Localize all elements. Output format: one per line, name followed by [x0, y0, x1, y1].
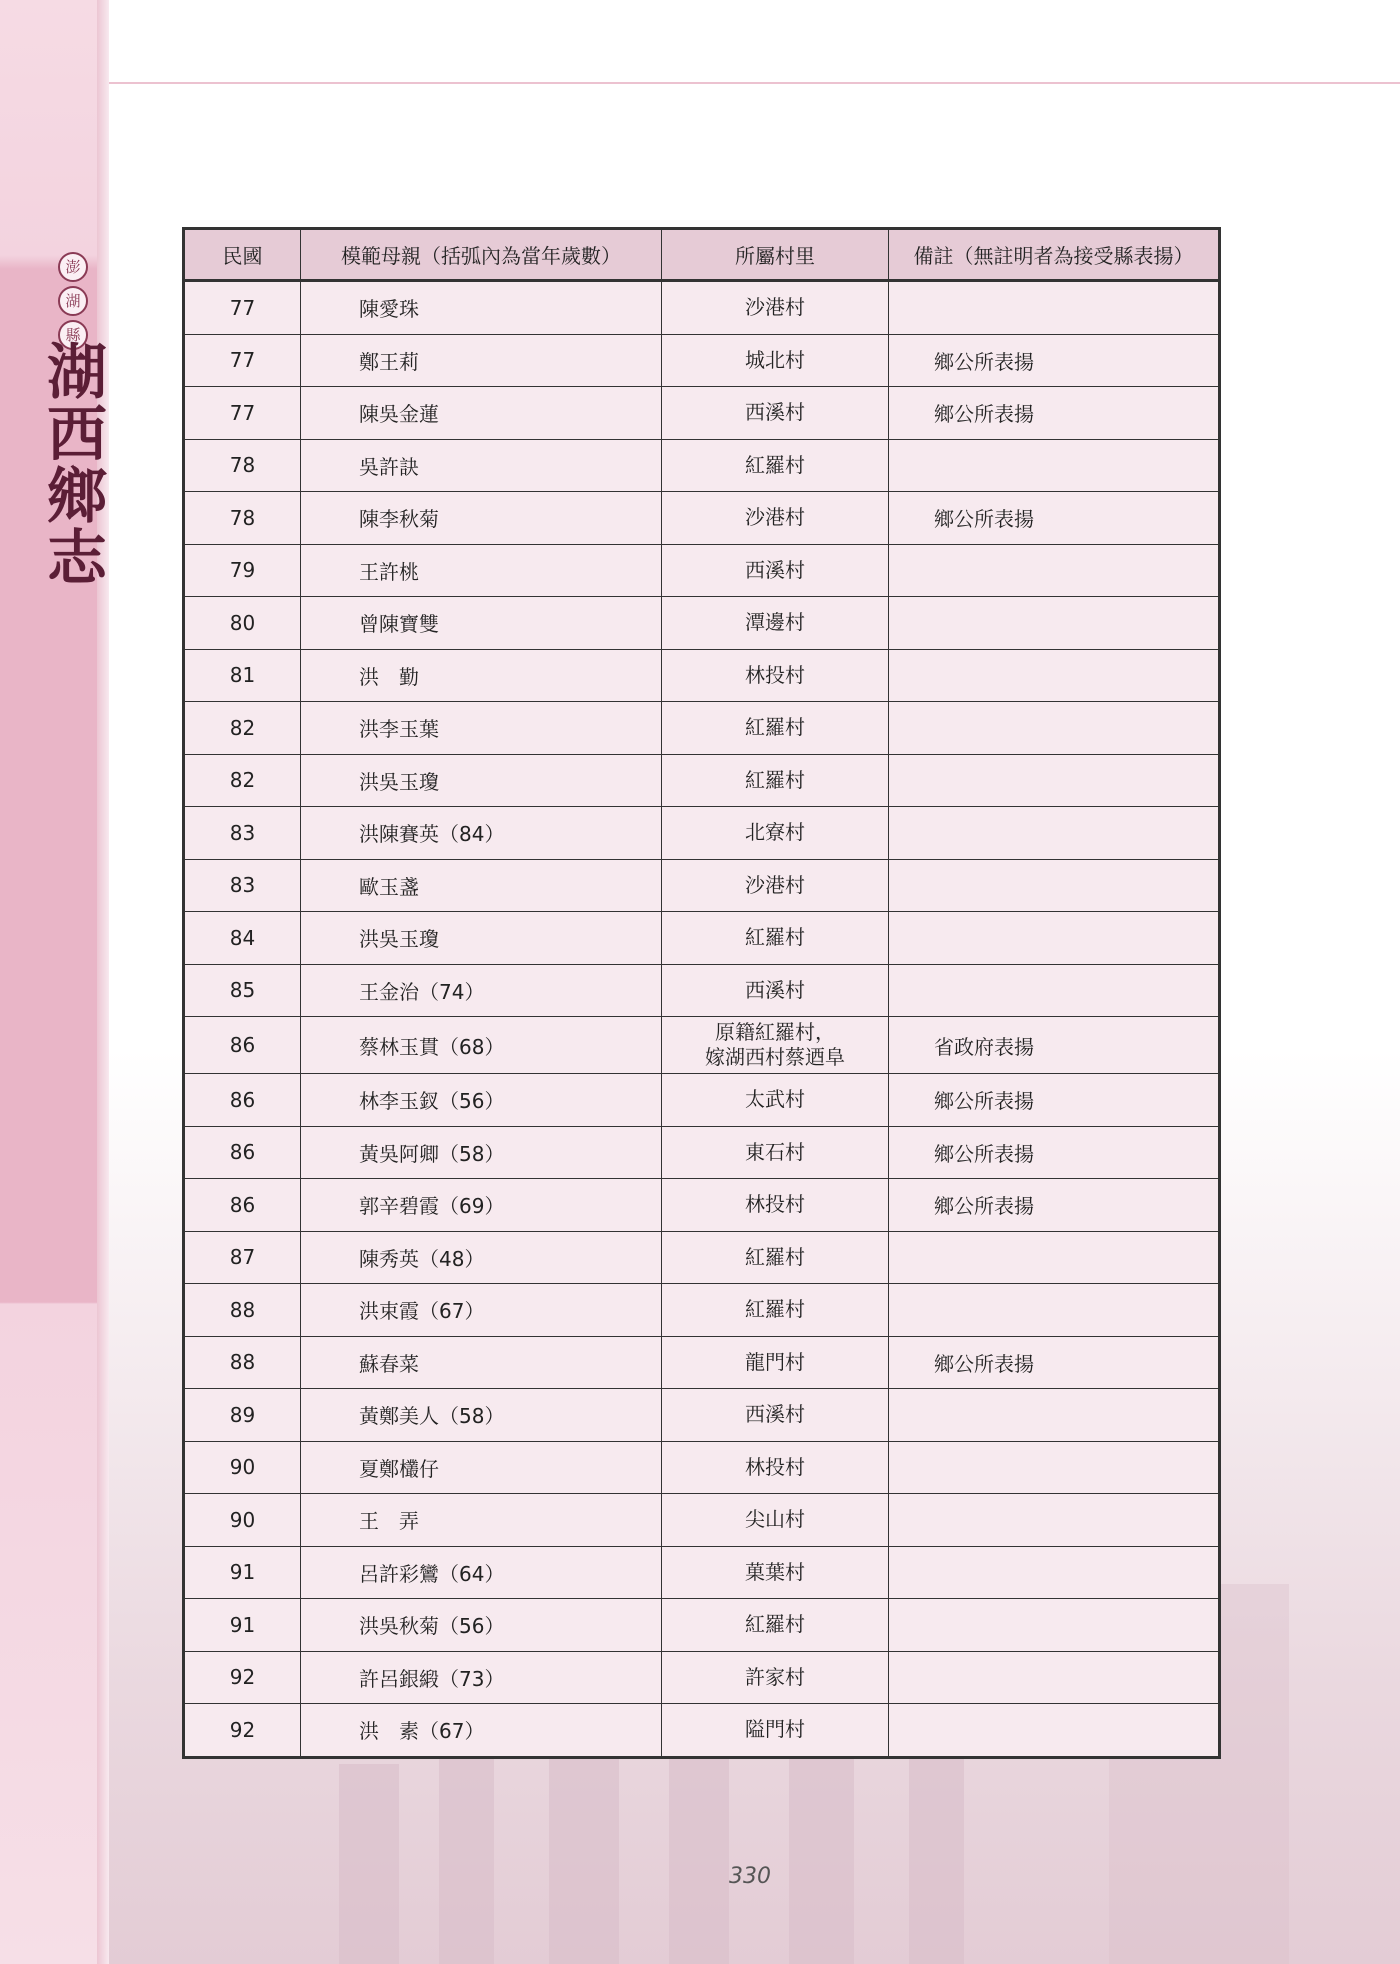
table-row — [184, 1704, 1220, 1758]
cell-mother-name: 王許桃 — [301, 544, 662, 597]
cell-year: 83 — [184, 807, 301, 860]
cell-note — [889, 1704, 1220, 1758]
seal-char: 澎 — [58, 252, 88, 282]
page-number: 330 — [729, 1864, 771, 1889]
cell-year: 86 — [184, 1074, 301, 1127]
cell-village: 龍門村 — [662, 1336, 889, 1389]
book-series-seal — [58, 252, 88, 350]
cell-note: 省政府表揚 — [889, 1017, 1220, 1074]
cell-village: 西溪村 — [662, 964, 889, 1017]
cell-note: 鄉公所表揚 — [889, 1336, 1220, 1389]
cell-mother-name: 洪 勤 — [301, 649, 662, 702]
cell-year: 79 — [184, 544, 301, 597]
cell-year: 92 — [184, 1651, 301, 1704]
cell-note — [889, 702, 1220, 755]
table-row — [184, 544, 1220, 597]
cell-village: 紅羅村 — [662, 912, 889, 965]
cell-year: 85 — [184, 964, 301, 1017]
cell-year: 89 — [184, 1389, 301, 1442]
cell-village: 林投村 — [662, 649, 889, 702]
cell-year: 77 — [184, 281, 301, 335]
cell-mother-name: 王 弄 — [301, 1494, 662, 1547]
cell-year: 81 — [184, 649, 301, 702]
cell-note — [889, 964, 1220, 1017]
background-figure — [439, 1744, 494, 1964]
cell-note: 鄉公所表揚 — [889, 1126, 1220, 1179]
cell-village: 東石村 — [662, 1126, 889, 1179]
table-row — [184, 964, 1220, 1017]
cell-mother-name: 郭辛碧霞（69） — [301, 1179, 662, 1232]
cell-mother-name: 許呂銀緞（73） — [301, 1651, 662, 1704]
cell-mother-name: 陳愛珠 — [301, 281, 662, 335]
cell-note — [889, 1389, 1220, 1442]
cell-year: 80 — [184, 597, 301, 650]
cell-note: 鄉公所表揚 — [889, 492, 1220, 545]
cell-village: 許家村 — [662, 1651, 889, 1704]
cell-village-line: 嫁湖西村蔡迺阜 — [705, 1045, 845, 1069]
cell-note: 鄉公所表揚 — [889, 1179, 1220, 1232]
page-header-area — [109, 0, 1400, 84]
cell-village: 林投村 — [662, 1441, 889, 1494]
cell-note — [889, 649, 1220, 702]
cell-year: 78 — [184, 492, 301, 545]
table-row — [184, 859, 1220, 912]
cell-year: 91 — [184, 1599, 301, 1652]
cell-note — [889, 1441, 1220, 1494]
cell-note — [889, 1651, 1220, 1704]
table-row — [184, 702, 1220, 755]
cell-year: 86 — [184, 1017, 301, 1074]
background-figure — [669, 1734, 729, 1964]
cell-note — [889, 544, 1220, 597]
cell-note — [889, 1546, 1220, 1599]
table-row — [184, 1546, 1220, 1599]
cell-year: 78 — [184, 439, 301, 492]
cell-village: 紅羅村 — [662, 1231, 889, 1284]
cell-note — [889, 1599, 1220, 1652]
cell-mother-name: 洪吳秋菊（56） — [301, 1599, 662, 1652]
table-header-row — [184, 229, 1220, 281]
cell-note — [889, 859, 1220, 912]
cell-village: 沙港村 — [662, 281, 889, 335]
cell-village: 紅羅村 — [662, 439, 889, 492]
mothers-table-container — [182, 227, 1218, 1759]
cell-village — [662, 1017, 889, 1074]
cell-year: 82 — [184, 754, 301, 807]
cell-mother-name: 鄭王莉 — [301, 334, 662, 387]
table-row — [184, 807, 1220, 860]
cell-village: 隘門村 — [662, 1704, 889, 1758]
cell-mother-name: 吳許訣 — [301, 439, 662, 492]
cell-village: 菓葉村 — [662, 1546, 889, 1599]
cell-note: 鄉公所表揚 — [889, 1074, 1220, 1127]
cell-mother-name: 蔡林玉貫（68） — [301, 1017, 662, 1074]
cell-year: 77 — [184, 387, 301, 440]
cell-note — [889, 597, 1220, 650]
table-row — [184, 281, 1220, 335]
cell-year: 87 — [184, 1231, 301, 1284]
cell-note — [889, 912, 1220, 965]
cell-village: 西溪村 — [662, 544, 889, 597]
header-village: 所屬村里 — [662, 229, 889, 281]
cell-note — [889, 807, 1220, 860]
cell-note — [889, 754, 1220, 807]
cell-village: 紅羅村 — [662, 1284, 889, 1337]
cell-village: 北寮村 — [662, 807, 889, 860]
cell-mother-name: 洪 素（67） — [301, 1704, 662, 1758]
cell-mother-name: 王金治（74） — [301, 964, 662, 1017]
cell-note: 鄉公所表揚 — [889, 387, 1220, 440]
cell-village: 西溪村 — [662, 387, 889, 440]
cell-year: 90 — [184, 1494, 301, 1547]
cell-note — [889, 1231, 1220, 1284]
cell-village: 林投村 — [662, 1179, 889, 1232]
table-row — [184, 1179, 1220, 1232]
cell-village: 紅羅村 — [662, 754, 889, 807]
cell-year: 86 — [184, 1126, 301, 1179]
cell-village-line: 原籍紅羅村， — [715, 1020, 835, 1044]
cell-mother-name: 洪李玉葉 — [301, 702, 662, 755]
cell-mother-name: 陳吳金蓮 — [301, 387, 662, 440]
table-row — [184, 1441, 1220, 1494]
cell-year: 90 — [184, 1441, 301, 1494]
cell-note — [889, 439, 1220, 492]
table-row — [184, 649, 1220, 702]
table-row — [184, 912, 1220, 965]
cell-note — [889, 1284, 1220, 1337]
cell-year: 82 — [184, 702, 301, 755]
table-row — [184, 1336, 1220, 1389]
table-row — [184, 387, 1220, 440]
cell-village: 尖山村 — [662, 1494, 889, 1547]
cell-year: 84 — [184, 912, 301, 965]
book-title: 湖西鄉志 — [37, 340, 107, 588]
cell-mother-name: 黃吳阿卿（58） — [301, 1126, 662, 1179]
cell-mother-name: 黃鄭美人（58） — [301, 1389, 662, 1442]
cell-mother-name: 洪吳玉瓊 — [301, 754, 662, 807]
table-row — [184, 1074, 1220, 1127]
table-row — [184, 1389, 1220, 1442]
header-note: 備註（無註明者為接受縣表揚） — [889, 229, 1220, 281]
table-row — [184, 1651, 1220, 1704]
cell-mother-name: 陳秀英（48） — [301, 1231, 662, 1284]
cell-village: 紅羅村 — [662, 702, 889, 755]
cell-note — [889, 1494, 1220, 1547]
table-row — [184, 334, 1220, 387]
cell-mother-name: 洪束霞（67） — [301, 1284, 662, 1337]
table-row — [184, 1231, 1220, 1284]
cell-mother-name: 夏鄭欉仔 — [301, 1441, 662, 1494]
cell-mother-name: 呂許彩鸞（64） — [301, 1546, 662, 1599]
cell-village: 沙港村 — [662, 492, 889, 545]
background-figure — [549, 1754, 619, 1964]
table-row — [184, 1599, 1220, 1652]
cell-mother-name: 歐玉盞 — [301, 859, 662, 912]
cell-year: 88 — [184, 1336, 301, 1389]
cell-year: 91 — [184, 1546, 301, 1599]
cell-year: 77 — [184, 334, 301, 387]
table-row — [184, 1017, 1220, 1074]
cell-year: 88 — [184, 1284, 301, 1337]
cell-village: 城北村 — [662, 334, 889, 387]
cell-note — [889, 281, 1220, 335]
cell-mother-name: 洪陳賽英（84） — [301, 807, 662, 860]
table-row — [184, 1284, 1220, 1337]
cell-year: 86 — [184, 1179, 301, 1232]
table-row — [184, 754, 1220, 807]
table-row — [184, 492, 1220, 545]
background-figure — [789, 1749, 854, 1964]
cell-mother-name: 林李玉釵（56） — [301, 1074, 662, 1127]
table-row — [184, 1494, 1220, 1547]
cell-mother-name: 曾陳寶雙 — [301, 597, 662, 650]
cell-year: 83 — [184, 859, 301, 912]
table-row — [184, 597, 1220, 650]
model-mothers-table — [182, 227, 1221, 1759]
table-row — [184, 439, 1220, 492]
header-mother-name: 模範母親（括弧內為當年歲數） — [301, 229, 662, 281]
seal-char: 湖 — [58, 286, 88, 316]
table-row — [184, 1126, 1220, 1179]
cell-village: 太武村 — [662, 1074, 889, 1127]
cell-village: 紅羅村 — [662, 1599, 889, 1652]
cell-year: 92 — [184, 1704, 301, 1758]
header-year: 民國 — [184, 229, 301, 281]
sidebar-edge — [97, 0, 109, 1964]
background-figure — [909, 1759, 964, 1964]
cell-note: 鄉公所表揚 — [889, 334, 1220, 387]
cell-village: 西溪村 — [662, 1389, 889, 1442]
cell-village: 潭邊村 — [662, 597, 889, 650]
cell-village: 沙港村 — [662, 859, 889, 912]
cell-mother-name: 蘇春菜 — [301, 1336, 662, 1389]
cell-mother-name: 洪吳玉瓊 — [301, 912, 662, 965]
seal-char: 縣 — [58, 320, 88, 350]
cell-mother-name: 陳李秋菊 — [301, 492, 662, 545]
